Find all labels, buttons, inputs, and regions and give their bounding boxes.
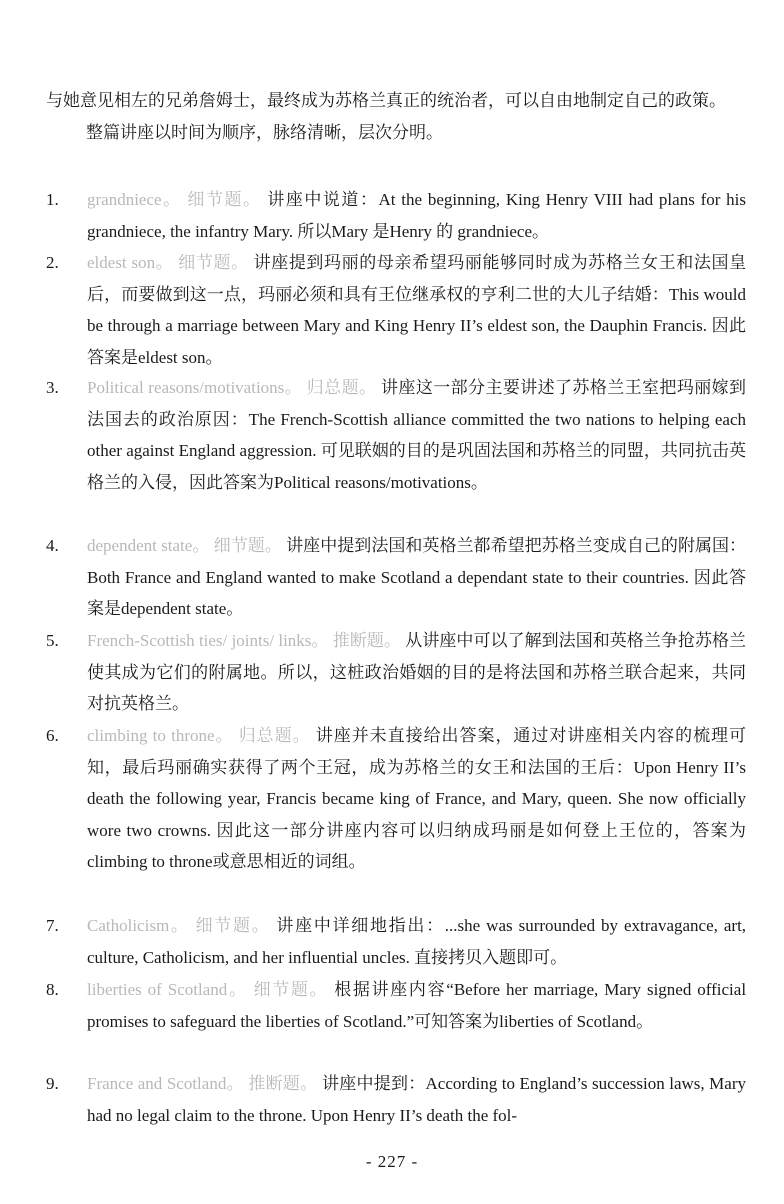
item-explanation: 讲座中详细地指出：...she was surrounded by extravagance, art, culture, Catholicism, and her influential uncles. 直接拷贝入题即可。 xyxy=(87,916,747,967)
item-answer: Political reasons/motivations xyxy=(87,378,285,397)
item-answer: liberties of Scotland xyxy=(87,980,228,999)
item-question-type: 推断题 xyxy=(248,1074,301,1093)
item-answer: climbing to throne xyxy=(87,726,215,745)
item-explanation: 从讲座中可以了解到法国和英格兰争抢苏格兰使其成为它们的附属地。所以，这桩政治婚姻的目的是将法国和苏格兰联合起来，共同对抗英格兰。 xyxy=(87,631,747,713)
item-explanation: 讲座提到玛丽的母亲希望玛丽能够同时成为苏格兰女王和法国皇后，而要做到这一点，玛丽必须和具有王位继承权的亨利二世的大儿子结婚：This would be through a marriage between Mary and King Henry II’s eldest son, the Dauphin Francis. 因此答案是eldest son。 xyxy=(87,253,747,367)
item-body: France and Scotland。 推断题。 讲座中提到：According to England’s succession laws, Mary had no legal claim to the throne. Upon Henry II’s death the fol- xyxy=(87,1074,747,1125)
item-number: 9. xyxy=(46,1074,59,1093)
item-body: grandniece。 细节题。 讲座中说道：At the beginning, King Henry VIII had plans for his grandniece, the infantry Mary. 所以Mary 是Henry 的 grandniece。 xyxy=(87,190,747,241)
item-answer: France and Scotland xyxy=(87,1074,227,1093)
item-explanation: 讲座这一部分主要讲述了苏格兰王室把玛丽嫁到法国去的政治原因：The French-Scottish alliance committed the two nations to helping each other against England aggression. 可见联姻的目的是巩固法国和苏格兰的同盟，共同抗击英格兰的入侵，因此答案为Political reasons/motivations。 xyxy=(87,378,747,492)
item-explanation: 根据讲座内容“Before her marriage, Mary signed official promises to safeguard the liberties of Scotland.”可知答案为liberties of Scotland。 xyxy=(87,980,747,1031)
item-question-type: 细节题 xyxy=(195,916,252,935)
item-question-type: 细节题 xyxy=(253,980,310,999)
item-question-type: 细节题 xyxy=(187,190,244,209)
item-body: eldest son。 细节题。 讲座提到玛丽的母亲希望玛丽能够同时成为苏格兰女王和法国皇后，而要做到这一点，玛丽必须和具有王位继承权的亨利二世的大儿子结婚：This would be through a marriage between Mary and King Henry II’s eldest son, the Dauphin Francis. 因此答案是eldest son。 xyxy=(87,253,747,367)
item-explanation: 讲座中提到：According to England’s succession laws, Mary had no legal claim to the throne. Upon Henry II’s death the fol- xyxy=(87,1074,747,1125)
intro-paragraph xyxy=(46,86,746,148)
item-number: 6. xyxy=(46,726,59,745)
item-number: 3. xyxy=(46,378,59,397)
item-explanation: 讲座并未直接给出答案，通过对讲座相关内容的梳理可知，最后玛丽确实获得了两个王冠，成为苏格兰的女王和法国的王后：Upon Henry II’s death the following year, Francis became king of France, and Mary, queen. She now officially wore two crowns. 因此这一部分讲座内容可以归纳成玛丽是如何登上王位的，答案为climbing to throne或意思相近的词组。 xyxy=(87,726,747,871)
item-number: 4. xyxy=(46,536,59,555)
page-number: - 227 - xyxy=(365,1152,419,1171)
item-number: 2. xyxy=(46,253,59,272)
item-question-type: 推断题 xyxy=(332,631,384,650)
item-number: 5. xyxy=(46,631,59,650)
item-body: Catholicism。 细节题。 讲座中详细地指出：...she was surrounded by extravagance, art, culture, Catholicism, and her influential uncles. 直接拷贝入题即可。 xyxy=(87,916,747,967)
item-answer: Catholicism xyxy=(87,916,170,935)
item-number: 1. xyxy=(46,190,59,209)
item-answer: eldest son xyxy=(87,253,156,272)
item-number: 8. xyxy=(46,980,59,999)
item-answer: grandniece xyxy=(87,190,162,209)
item-explanation: 讲座中提到法国和英格兰都希望把苏格兰变成自己的附属国：Both France and England wanted to make Scotland a dependant state to their countries. 因此答案是dependent state。 xyxy=(87,536,747,618)
item-question-type: 细节题 xyxy=(178,253,232,272)
item-body: dependent state。 细节题。 讲座中提到法国和英格兰都希望把苏格兰变成自己的附属国：Both France and England wanted to make Scotland a dependant state to their countries. 因此答案是dependent state。 xyxy=(87,536,747,618)
item-body: Political reasons/motivations。 归总题。 讲座这一部分主要讲述了苏格兰王室把玛丽嫁到法国去的政治原因：The French-Scottish alliance committed the two nations to helping each other against England aggression. 可见联姻的目的是巩固法国和苏格兰的同盟，共同抗击英格兰的入侵，因此答案为Political reasons/motivations。 xyxy=(87,378,747,492)
item-body: French-Scottish ties/ joints/ links。 推断题。 从讲座中可以了解到法国和英格兰争抢苏格兰使其成为它们的附属地。所以，这桩政治婚姻的目的是将法国和苏格兰联合起来，共同对抗英格兰。 xyxy=(87,631,747,713)
item-question-type: 细节题 xyxy=(213,536,265,555)
item-body: liberties of Scotland。 细节题。 根据讲座内容“Before her marriage, Mary signed official promises to safeguard the liberties of Scotland.”可知答案为liberties of Scotland。 xyxy=(87,980,747,1031)
item-explanation: 讲座中说道：At the beginning, King Henry VIII had plans for his grandniece, the infantry Mary. 所以Mary 是Henry 的 grandniece。 xyxy=(87,190,747,241)
item-question-type: 归总题 xyxy=(306,378,359,397)
intro-line-2: 整篇讲座以时间为顺序，脉络清晰，层次分明。 xyxy=(86,123,443,143)
item-answer: dependent state xyxy=(87,536,193,555)
intro-line-1: 与她意见相左的兄弟詹姆士，最终成为苏格兰真正的统治者，可以自由地制定自己的政策。 xyxy=(46,91,726,111)
item-question-type: 归总题 xyxy=(238,726,293,745)
item-body: climbing to throne。 归总题。 讲座并未直接给出答案，通过对讲座相关内容的梳理可知，最后玛丽确实获得了两个王冠，成为苏格兰的女王和法国的王后：Upon Henry II’s death the following year, Francis became king of France, and Mary, queen. She now officially wore two crowns. 因此这一部分讲座内容可以归纳成玛丽是如何登上王位的，答案为climbing to throne或意思相近的词组。 xyxy=(87,726,747,871)
item-answer: French-Scottish ties/ joints/ links xyxy=(87,631,312,650)
item-number: 7. xyxy=(46,916,59,935)
